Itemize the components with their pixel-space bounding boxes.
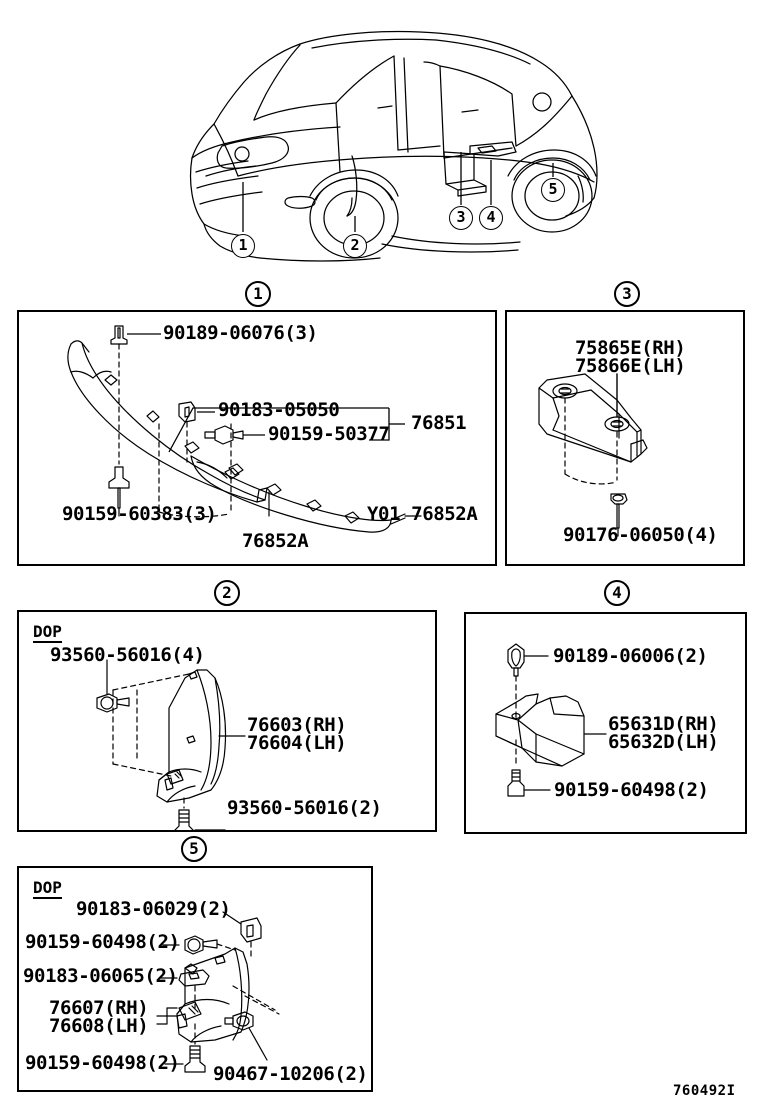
part-label-90159-60498-p4: 90159-60498(2) bbox=[554, 779, 709, 801]
section-marker-5: 5 bbox=[181, 836, 207, 862]
dop-badge-panel-2: DOP bbox=[33, 622, 62, 641]
panel-1 bbox=[17, 310, 497, 566]
section-marker-2: 2 bbox=[214, 580, 240, 606]
callout-marker-2[interactable]: 2 bbox=[343, 234, 367, 258]
section-marker-3: 3 bbox=[614, 281, 640, 307]
part-label-76604-lh: 76604(LH) bbox=[247, 732, 347, 754]
part-label-65632D-lh: 65632D(LH) bbox=[608, 731, 719, 753]
part-label-90467-10206: 90467-10206(2) bbox=[213, 1063, 368, 1085]
part-label-90189-06006: 90189-06006(2) bbox=[553, 645, 708, 667]
part-label-76852A: 76852A bbox=[242, 530, 309, 552]
part-label-76608-lh: 76608(LH) bbox=[49, 1015, 149, 1037]
panel-3 bbox=[505, 310, 745, 566]
part-label-90183-06029: 90183-06029(2) bbox=[76, 898, 231, 920]
section-marker-1: 1 bbox=[245, 281, 271, 307]
diagram-id-code: 760492I bbox=[673, 1083, 736, 1099]
dop-badge-panel-5: DOP bbox=[33, 878, 62, 897]
part-label-90189-06076: 90189-06076(3) bbox=[163, 322, 318, 344]
panel-5 bbox=[17, 866, 373, 1092]
part-label-75866E-lh: 75866E(LH) bbox=[575, 355, 686, 377]
part-label-76607-rh: 76607(RH) bbox=[49, 997, 149, 1019]
callout-marker-5[interactable]: 5 bbox=[541, 178, 565, 202]
part-label-90159-60383: 90159-60383(3) bbox=[62, 503, 217, 525]
part-label-93560-56016-4: 93560-56016(4) bbox=[50, 644, 205, 666]
part-label-90159-50377: 90159-50377 bbox=[268, 423, 390, 445]
part-label-90176-06050: 90176-06050(4) bbox=[563, 524, 718, 546]
part-label-76851: 76851 bbox=[411, 412, 467, 434]
callout-marker-3[interactable]: 3 bbox=[449, 206, 473, 230]
part-label-90183-06065: 90183-06065(2) bbox=[23, 965, 178, 987]
panel-2 bbox=[17, 610, 437, 832]
part-label-90159-60498-top: 90159-60498(2) bbox=[25, 931, 180, 953]
part-label-65631D-rh: 65631D(RH) bbox=[608, 713, 719, 735]
part-label-76603-rh: 76603(RH) bbox=[247, 714, 347, 736]
part-label-Y01-76852A: Y01 76852A bbox=[367, 503, 478, 525]
callout-marker-4[interactable]: 4 bbox=[479, 206, 503, 230]
part-label-75865E-rh: 75865E(RH) bbox=[575, 337, 686, 359]
panel-4 bbox=[464, 612, 747, 834]
callout-marker-1[interactable]: 1 bbox=[231, 234, 255, 258]
vehicle-illustration bbox=[0, 0, 760, 290]
part-label-90159-60498-bot: 90159-60498(2) bbox=[25, 1052, 180, 1074]
section-marker-4: 4 bbox=[604, 580, 630, 606]
part-label-90183-05050: 90183-05050 bbox=[218, 399, 340, 421]
part-label-93560-56016-2: 93560-56016(2) bbox=[227, 797, 382, 819]
